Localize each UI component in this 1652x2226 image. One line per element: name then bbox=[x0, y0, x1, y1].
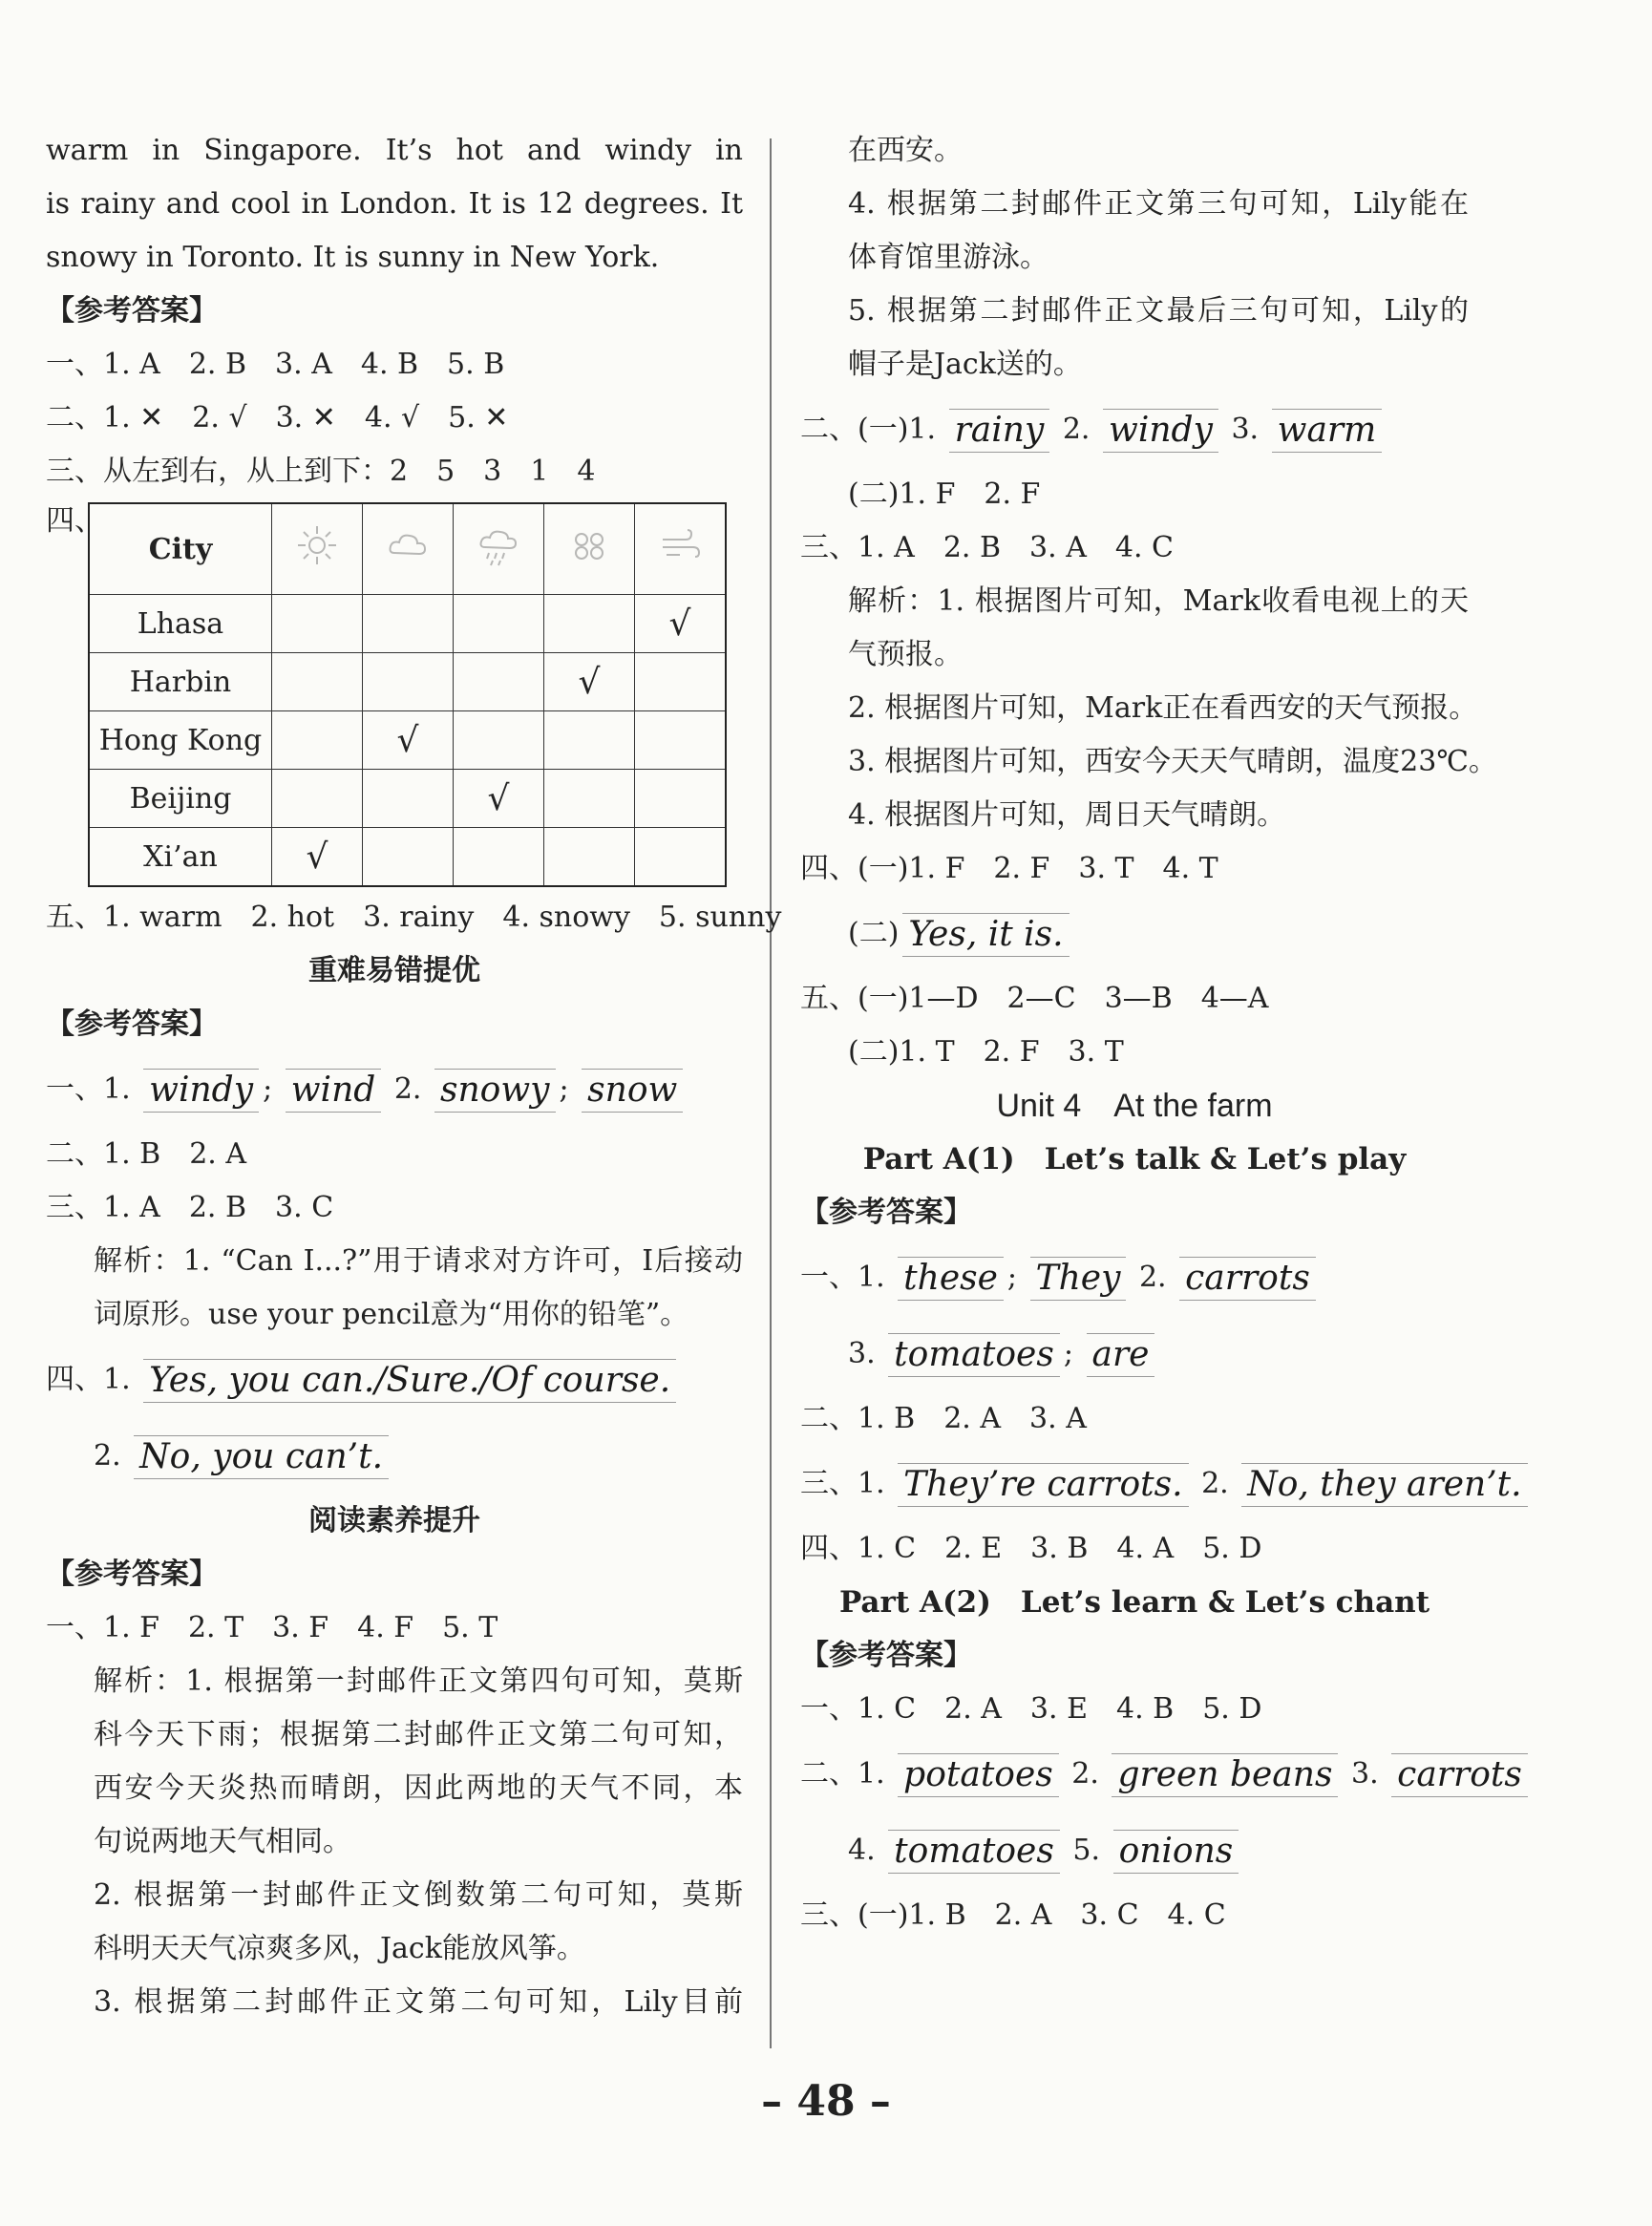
sep: ; bbox=[263, 1072, 273, 1106]
table-row bbox=[89, 595, 726, 653]
explanation-line: 3. 根据第二封邮件正文第二句可知，Lily目前 bbox=[94, 1985, 743, 2019]
intro-line: is rainy and cool in London. It is 12 degrees. It bbox=[46, 187, 743, 221]
label: 三、1. bbox=[800, 1467, 885, 1500]
explanation-line: 2. 根据第一封邮件正文倒数第二句可知，莫斯 bbox=[94, 1878, 743, 1912]
explanation-line: 4. 根据图片可知，周日天气晴朗。 bbox=[848, 798, 1286, 832]
part-title: Part A(1) Let’s talk & Let’s play bbox=[862, 1142, 1407, 1177]
city-cell: Lhasa bbox=[89, 595, 272, 653]
column-divider bbox=[770, 138, 772, 2048]
explanation-line: 解析：1. 根据第一封邮件正文第四句可知，莫斯 bbox=[94, 1664, 743, 1698]
handwritten-answer: warm bbox=[1272, 409, 1383, 452]
label: 2. bbox=[393, 1072, 422, 1106]
answer-heading: 【参考答案】 bbox=[800, 1639, 972, 1672]
answer-line: 二、1. B 2. A bbox=[46, 1137, 247, 1171]
table-cell bbox=[363, 653, 454, 711]
label: 3. bbox=[1350, 1757, 1379, 1791]
weather-table bbox=[88, 502, 727, 887]
answer-line: 三、1. A 2. B 3. C bbox=[46, 1191, 334, 1224]
answer-heading: 【参考答案】 bbox=[800, 1196, 972, 1229]
sep: ; bbox=[1063, 1337, 1073, 1370]
handwritten-answer: Yes, it is. bbox=[902, 913, 1069, 956]
table-cell bbox=[363, 770, 454, 828]
handwritten-answer: potatoes bbox=[898, 1753, 1059, 1796]
table-row bbox=[89, 653, 726, 711]
label: 4. bbox=[848, 1834, 876, 1867]
handwriting-line bbox=[46, 1418, 743, 1495]
label: (二) bbox=[848, 917, 900, 950]
explanation-line: 在西安。 bbox=[848, 134, 963, 167]
explanation-line: 3. 根据图片可知，西安今天天气晴朗，温度23℃。 bbox=[848, 745, 1497, 778]
answer-heading: 【参考答案】 bbox=[46, 294, 218, 328]
explanation-line: 科今天下雨；根据第二封邮件正文第二句可知， bbox=[94, 1718, 743, 1751]
handwritten-answer: carrots bbox=[1179, 1257, 1316, 1300]
label: 2. bbox=[1062, 413, 1091, 446]
explanation-line: 5. 根据第二封邮件正文最后三句可知，Lily的 bbox=[848, 294, 1469, 328]
answer-line: 二、1. B 2. A 3. A bbox=[800, 1402, 1087, 1435]
handwritten-answer: They’re carrots. bbox=[898, 1463, 1188, 1506]
label: 四、1. bbox=[46, 1363, 131, 1396]
left-column bbox=[46, 124, 782, 2029]
check-mark: √ bbox=[363, 711, 454, 770]
answer-line: 一、1. F 2. T 3. F 4. F 5. T bbox=[46, 1611, 498, 1644]
city-cell: Hong Kong bbox=[89, 711, 272, 770]
check-mark: √ bbox=[635, 595, 727, 653]
handwritten-answer: windy bbox=[1103, 409, 1218, 452]
handwritten-answer: Yes, you can./Sure./Of course. bbox=[143, 1359, 676, 1402]
label: 5. bbox=[1072, 1834, 1101, 1867]
handwritten-answer: tomatoes bbox=[888, 1333, 1060, 1376]
explanation-line: 气预报。 bbox=[848, 638, 963, 671]
label: 2. bbox=[1201, 1467, 1229, 1500]
explanation-line: 词原形。use your pencil意为“用你的铅笔”。 bbox=[94, 1298, 689, 1331]
table-cell bbox=[272, 595, 363, 653]
handwritten-answer: these bbox=[898, 1257, 1004, 1300]
label: 3. bbox=[1231, 413, 1260, 446]
explanation-line: 科明天天气凉爽多风，Jack能放风筝。 bbox=[94, 1932, 585, 1965]
label: 一、1. bbox=[46, 1072, 131, 1106]
handwritten-answer: rainy bbox=[949, 409, 1050, 452]
sep: ; bbox=[1006, 1261, 1018, 1294]
label: 3. bbox=[848, 1337, 876, 1370]
handwritten-answer: onions bbox=[1113, 1830, 1239, 1873]
explanation-line: 解析：1. “Can I...?”用于请求对方许可，I后接动 bbox=[94, 1244, 743, 1278]
city-cell: Harbin bbox=[89, 653, 272, 711]
intro-line: warm in Singapore. It’s hot and windy in bbox=[46, 134, 743, 167]
handwritten-answer: windy bbox=[143, 1069, 259, 1112]
table-cell bbox=[544, 828, 635, 887]
check-mark: √ bbox=[454, 770, 544, 828]
handwritten-answer: No, they aren’t. bbox=[1241, 1463, 1527, 1506]
handwritten-answer: No, you can’t. bbox=[134, 1435, 389, 1478]
explanation-line: 帽子是Jack送的。 bbox=[848, 348, 1082, 381]
city-cell: Xi’an bbox=[89, 828, 272, 887]
windy-icon bbox=[635, 503, 727, 595]
intro-line: snowy in Toronto. It is sunny in New York. bbox=[46, 241, 660, 274]
snowy-icon bbox=[544, 503, 635, 595]
table-cell bbox=[544, 595, 635, 653]
handwritten-answer: snowy bbox=[434, 1069, 556, 1112]
section-title: 重难易错提优 bbox=[308, 954, 480, 987]
table-cell bbox=[635, 828, 727, 887]
handwritten-answer: tomatoes bbox=[888, 1830, 1060, 1873]
answer-line: 三、(一)1. B 2. A 3. C 4. C bbox=[800, 1898, 1226, 1932]
section-title: 阅读素养提升 bbox=[308, 1504, 480, 1537]
handwriting-line bbox=[800, 896, 1469, 972]
handwriting-line bbox=[800, 1446, 1522, 1522]
table-cell bbox=[454, 828, 544, 887]
explanation-line: 解析：1. 根据图片可知，Mark收看电视上的天 bbox=[848, 584, 1469, 618]
sep: ; bbox=[559, 1072, 569, 1106]
handwritten-answer: They bbox=[1030, 1257, 1127, 1300]
check-mark: √ bbox=[272, 828, 363, 887]
answer-line: 四、(一)1. F 2. F 3. T 4. T bbox=[800, 852, 1218, 885]
table-cell bbox=[272, 711, 363, 770]
table-cell bbox=[635, 653, 727, 711]
check-mark: √ bbox=[544, 653, 635, 711]
explanation-line: 句说两地天气相同。 bbox=[94, 1825, 351, 1858]
handwriting-line bbox=[800, 1813, 1469, 1889]
table-cell bbox=[272, 653, 363, 711]
label: 一、1. bbox=[800, 1261, 885, 1294]
answer-line: (二)1. F 2. F bbox=[848, 477, 1041, 511]
label: 二、(一)1. bbox=[800, 413, 937, 446]
answer-heading: 【参考答案】 bbox=[46, 1007, 218, 1041]
table-cell bbox=[454, 595, 544, 653]
table-row bbox=[89, 770, 726, 828]
table-cell bbox=[454, 711, 544, 770]
handwriting-line bbox=[800, 392, 1469, 468]
table-cell bbox=[363, 595, 454, 653]
answer-line: 一、1. C 2. A 3. E 4. B 5. D bbox=[800, 1692, 1262, 1726]
label: 2. bbox=[1071, 1757, 1099, 1791]
question-label: 四、 bbox=[46, 504, 103, 538]
answer-line: 三、1. A 2. B 3. A 4. C bbox=[800, 531, 1174, 564]
right-column bbox=[800, 124, 1522, 1942]
table-cell bbox=[454, 653, 544, 711]
handwritten-answer: are bbox=[1087, 1333, 1155, 1376]
explanation-line: 西安今天炎热而晴朗，因此两地的天气不同，本 bbox=[94, 1771, 743, 1805]
sunny-icon bbox=[272, 503, 363, 595]
part-title: Part A(2) Let’s learn & Let’s chant bbox=[838, 1585, 1430, 1620]
answer-line: 三、从左到右，从上到下：2 5 3 1 4 bbox=[46, 455, 596, 488]
handwriting-line bbox=[46, 1051, 743, 1128]
answer-line: (二)1. T 2. F 3. T bbox=[848, 1035, 1124, 1069]
weather-table-block bbox=[46, 502, 743, 887]
handwritten-answer: wind bbox=[286, 1069, 382, 1112]
city-header: City bbox=[89, 503, 272, 595]
label: 2. bbox=[1138, 1261, 1167, 1294]
label: 二、1. bbox=[800, 1757, 885, 1791]
table-row bbox=[89, 711, 726, 770]
table-cell bbox=[544, 770, 635, 828]
table-cell bbox=[363, 828, 454, 887]
explanation-line: 2. 根据图片可知，Mark正在看西安的天气预报。 bbox=[848, 691, 1478, 725]
label: 2. bbox=[94, 1439, 121, 1473]
table-row bbox=[89, 828, 726, 887]
explanation-line: 4. 根据第二封邮件正文第三句可知，Lily能在 bbox=[848, 187, 1469, 221]
explanation-line: 体育馆里游泳。 bbox=[848, 241, 1048, 274]
page-number: – 48 – bbox=[761, 2077, 891, 2126]
handwriting-line bbox=[800, 1736, 1522, 1813]
handwritten-answer: green beans bbox=[1112, 1753, 1338, 1796]
handwritten-answer: carrots bbox=[1391, 1753, 1528, 1796]
answer-heading: 【参考答案】 bbox=[46, 1558, 218, 1591]
table-cell bbox=[635, 711, 727, 770]
table-cell bbox=[635, 770, 727, 828]
table-cell bbox=[544, 711, 635, 770]
handwriting-line bbox=[46, 1342, 743, 1418]
answer-line: 二、1. ✕ 2. √ 3. ✕ 4. √ 5. ✕ bbox=[46, 401, 509, 435]
unit-title: Unit 4 At the farm bbox=[996, 1088, 1273, 1124]
answer-line: 一、1. A 2. B 3. A 4. B 5. B bbox=[46, 348, 505, 381]
handwritten-answer: snow bbox=[582, 1069, 683, 1112]
handwriting-line bbox=[800, 1240, 1469, 1316]
rainy-icon bbox=[454, 503, 544, 595]
table-cell bbox=[272, 770, 363, 828]
answer-line: 五、1. warm 2. hot 3. rainy 4. snowy 5. sunny bbox=[46, 901, 782, 934]
cloudy-icon bbox=[363, 503, 454, 595]
answer-line: 五、(一)1—D 2—C 3—B 4—A bbox=[800, 982, 1269, 1015]
answer-line: 四、1. C 2. E 3. B 4. A 5. D bbox=[800, 1532, 1262, 1565]
handwriting-line bbox=[800, 1316, 1469, 1392]
city-cell: Beijing bbox=[89, 770, 272, 828]
